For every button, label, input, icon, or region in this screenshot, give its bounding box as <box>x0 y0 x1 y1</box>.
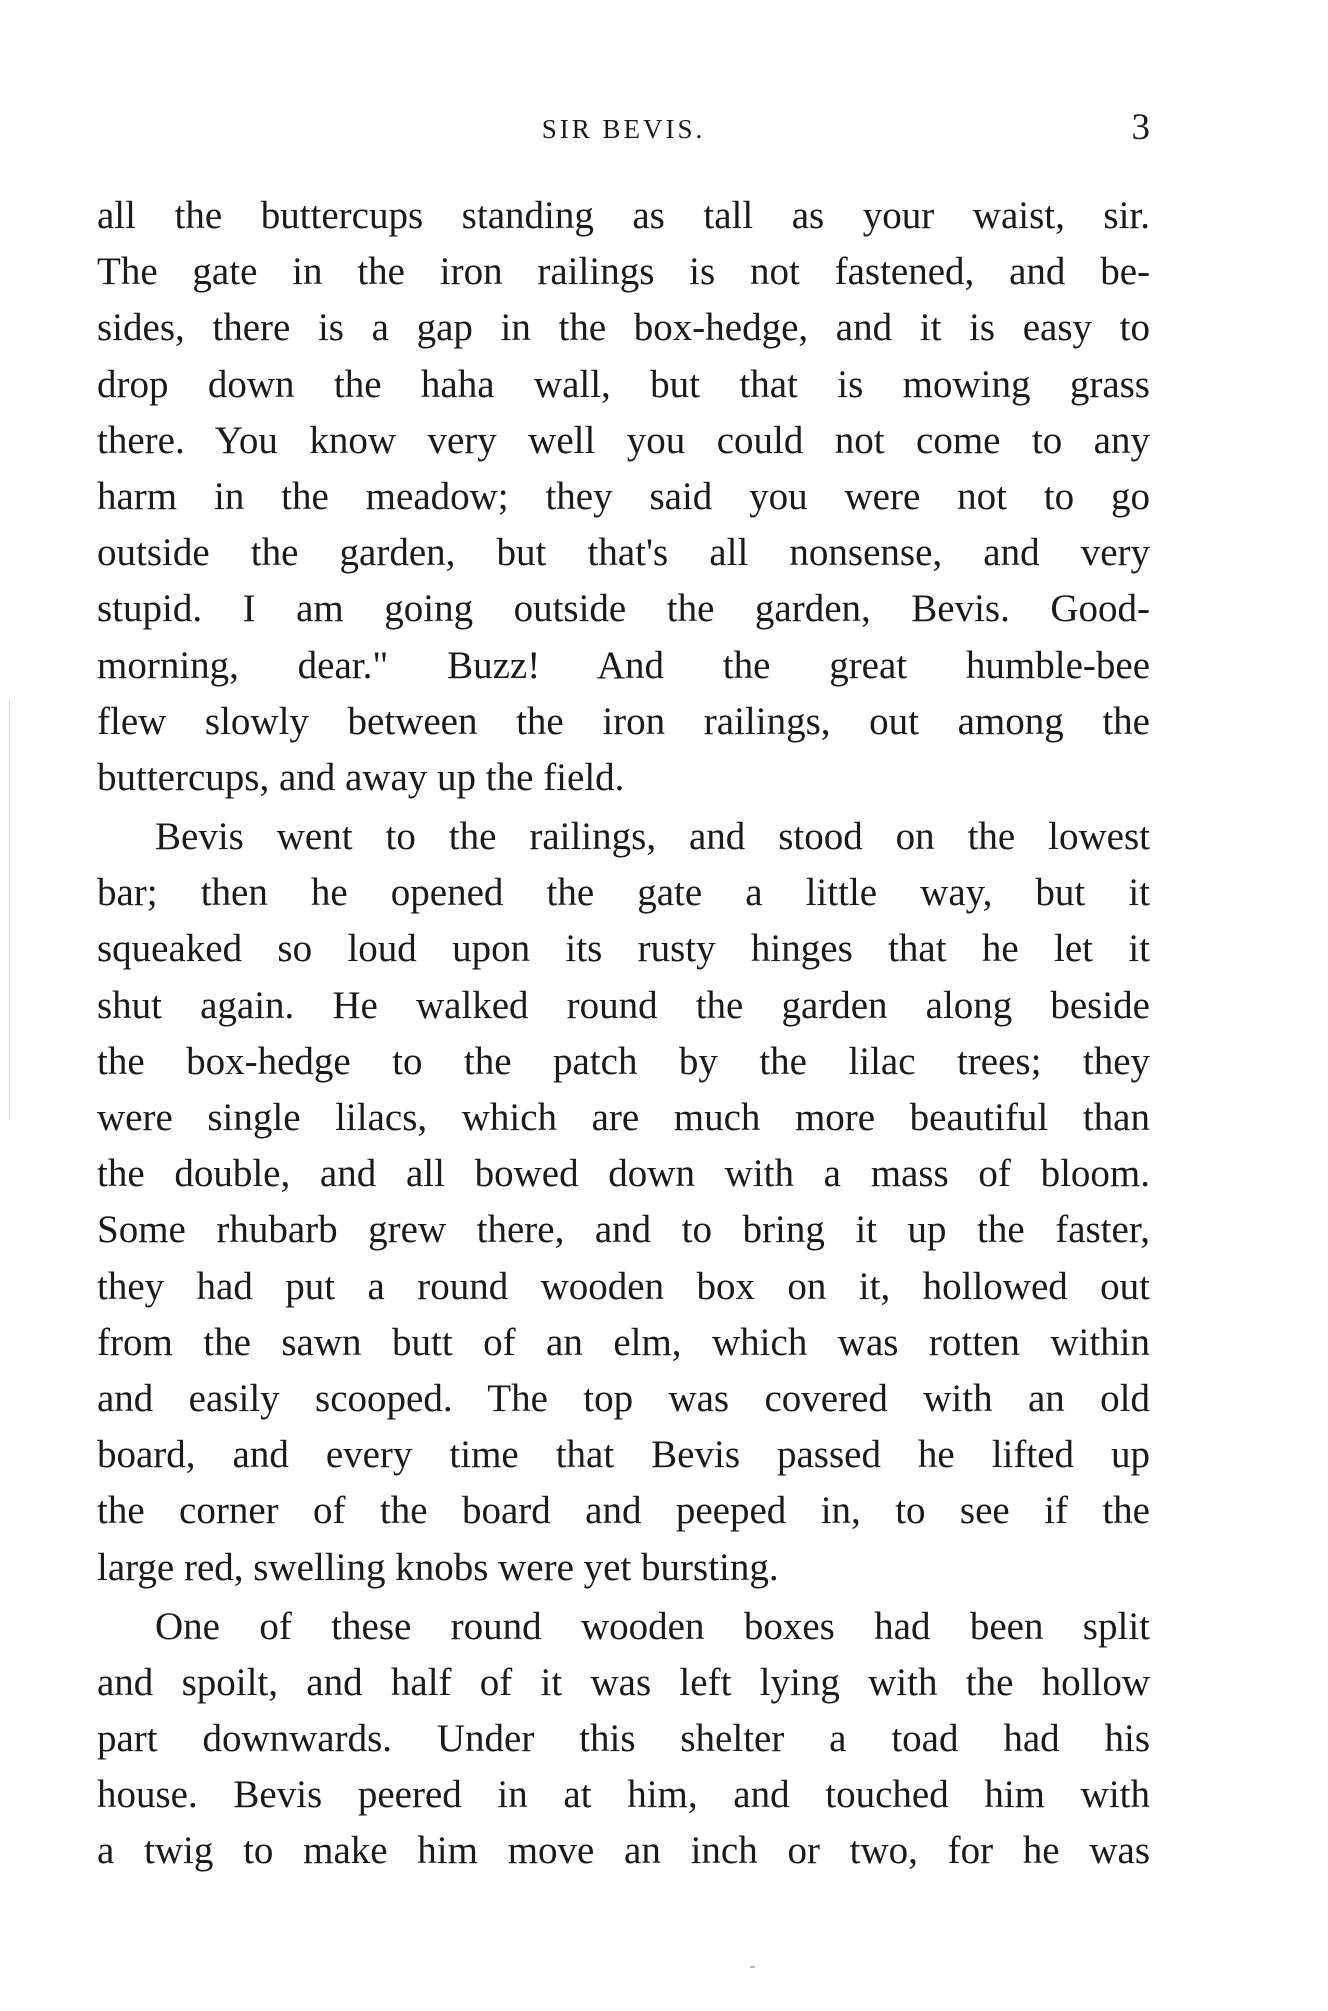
page-number: 3 <box>1131 107 1150 148</box>
text-line: sides, there is a gap in the box-hedge, and it is easy to <box>97 306 1150 350</box>
text-line: outside the garden, but that's all nonsense, and very <box>97 531 1150 575</box>
text-line: the corner of the board and peeped in, to see if the <box>97 1489 1150 1533</box>
text-line: The gate in the iron railings is not fastened, and be- <box>97 250 1150 294</box>
text-line: harm in the meadow; they said you were not to go <box>97 474 1150 518</box>
text-line: morning, dear." Buzz! And the great humble-bee <box>97 643 1150 687</box>
text-line: bar; then he opened the gate a little way, but it <box>97 871 1150 915</box>
text-line: flew slowly between the iron railings, out among the <box>97 699 1150 743</box>
text-line: shut again. He walked round the garden along beside <box>97 983 1150 1027</box>
text-line: drop down the haha wall, but that is mowing grass <box>97 362 1150 406</box>
text-line: house. Bevis peered in at him, and touched him with <box>97 1773 1150 1817</box>
text-line: the box-hedge to the patch by the lilac trees; they <box>97 1039 1150 1083</box>
text-line: all the buttercups standing as tall as your waist, sir. <box>97 194 1150 237</box>
text-line: they had put a round wooden box on it, hollowed out <box>97 1264 1150 1308</box>
text-line: stupid. I am going outside the garden, Bevis. Good- <box>97 587 1150 631</box>
text-line: there. You know very well you could not come to any <box>97 418 1150 462</box>
paragraph-first-line: One of these round wooden boxes had been split <box>155 1604 1150 1648</box>
text-line: part downwards. Under this shelter a toad had his <box>97 1717 1150 1761</box>
text-line: Some rhubarb grew there, and to bring it up the faster, <box>97 1208 1150 1252</box>
text-line: were single lilacs, which are much more beautiful than <box>97 1096 1150 1139</box>
text-line: from the sawn butt of an elm, which was rotten within <box>97 1320 1150 1364</box>
scan-edge-mark <box>9 700 10 1120</box>
body-text <box>97 188 1150 1880</box>
text-line: a twig to make him move an inch or two, for he was <box>97 1829 1150 1873</box>
text-line: squeaked so loud upon its rusty hinges that he let it <box>97 927 1150 971</box>
text-line: the double, and all bowed down with a mass of bloom. <box>97 1152 1150 1196</box>
text-line: large red, swelling knobs were yet bursting. <box>97 1545 779 1589</box>
text-line: board, and every time that Bevis passed he lifted up <box>97 1433 1150 1477</box>
paragraph-first-line: Bevis went to the railings, and stood on the lowest <box>155 815 1150 859</box>
text-line: and easily scooped. The top was covered with an old <box>97 1376 1150 1420</box>
scan-speck <box>750 1966 755 1968</box>
text-line: buttercups, and away up the field. <box>97 755 625 799</box>
text-line: and spoilt, and half of it was left lying with the hollow <box>97 1660 1150 1704</box>
page-header <box>97 106 1150 154</box>
running-title: SIR BEVIS. <box>541 114 706 144</box>
